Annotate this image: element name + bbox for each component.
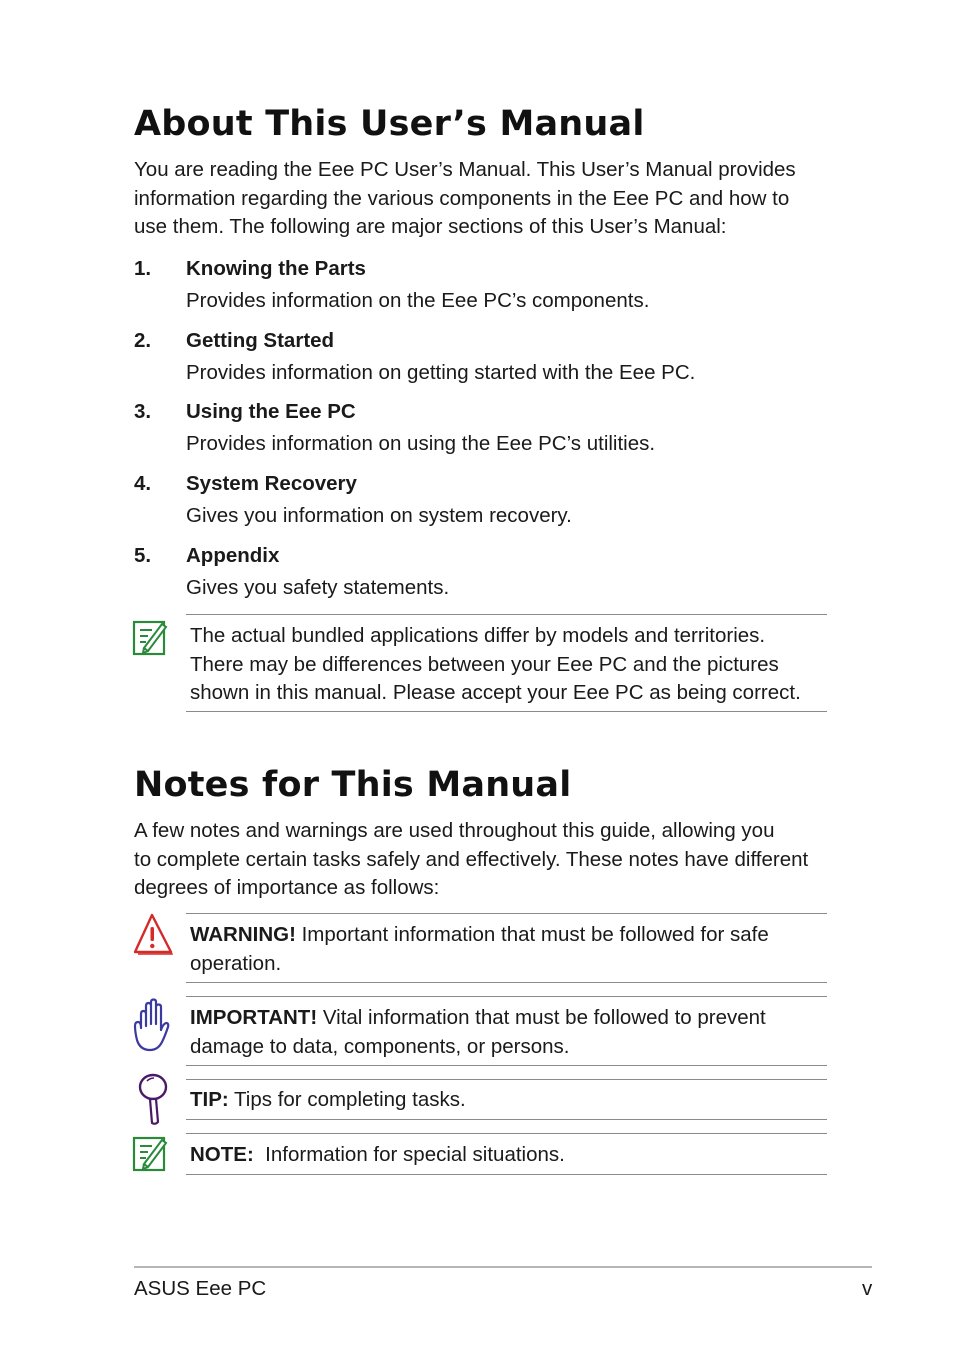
list-item-desc: Gives you safety statements. [186, 576, 450, 599]
tip-label: TIP: [190, 1088, 229, 1111]
note-top-rule [186, 614, 827, 615]
list-item-title: Using the Eee PC [186, 400, 356, 423]
tip-top-rule [186, 1079, 827, 1080]
note-icon [132, 618, 168, 656]
list-item-number: 1. [134, 257, 152, 280]
tip-bottom-rule [186, 1119, 827, 1120]
note2-bottom-rule [186, 1174, 827, 1175]
about-intro [134, 156, 796, 242]
warning-text [190, 921, 769, 978]
list-item-desc: Provides information on the Eee PC’s components. [186, 289, 650, 312]
hand-icon [132, 998, 172, 1054]
list-item-title: Knowing the Parts [186, 257, 366, 280]
intro-line: degrees of importance as follows: [134, 876, 440, 899]
list-item-desc: Provides information on using the Eee PC’s utilities. [186, 432, 656, 455]
list-item-number: 3. [134, 400, 152, 423]
magnifier-icon [136, 1072, 170, 1126]
warning-line: operation. [190, 951, 282, 975]
important-bottom-rule [186, 1065, 827, 1066]
note2-text [190, 1141, 565, 1170]
warning-line: Important information that must be followed for safe [295, 923, 769, 946]
important-top-rule [186, 996, 827, 997]
intro-line: use them. The following are major sections of this User’s Manual: [134, 215, 727, 238]
intro-line: You are reading the Eee PC User’s Manual. This User’s Manual provides [134, 158, 796, 181]
warning-icon [132, 912, 174, 956]
section-title-notes: Notes for This Manual [134, 765, 572, 805]
note-line: There may be differences between your Eee PC and the pictures [190, 652, 779, 676]
footer-product: ASUS Eee PC [134, 1277, 267, 1300]
section-title-about: About This User’s Manual [134, 104, 645, 144]
note-line: The actual bundled applications differ by models and territories. [190, 624, 766, 647]
list-item-desc: Gives you information on system recovery. [186, 504, 572, 527]
footer-rule [134, 1266, 872, 1268]
list-item-title: Appendix [186, 544, 280, 567]
important-line: Vital information that must be followed to prevent [317, 1006, 766, 1029]
note-line: shown in this manual. Please accept your Eee PC as being correct. [190, 681, 801, 704]
list-item-desc: Provides information on getting started with the Eee PC. [186, 361, 696, 384]
list-item-title: System Recovery [186, 472, 357, 495]
list-item-number: 4. [134, 472, 152, 495]
note2-label: NOTE: [190, 1143, 254, 1166]
list-item-number: 5. [134, 544, 152, 567]
intro-line: A few notes and warnings are used throughout this guide, allowing you [134, 819, 775, 842]
page-number: v [862, 1277, 873, 1300]
list-item-number: 2. [134, 329, 152, 352]
warning-label: WARNING! [190, 923, 296, 946]
note-bottom-rule [186, 711, 827, 712]
note2-top-rule [186, 1133, 827, 1134]
note2-line: Information for special situations. [253, 1143, 565, 1166]
tip-text [190, 1086, 466, 1115]
important-text [190, 1004, 766, 1061]
important-label: IMPORTANT! [190, 1006, 318, 1029]
notes-intro [134, 817, 808, 903]
warning-top-rule [186, 913, 827, 914]
tip-line: Tips for completing tasks. [228, 1088, 466, 1111]
note-text [190, 622, 801, 708]
warning-bottom-rule [186, 982, 827, 983]
note-icon [132, 1134, 168, 1172]
intro-line: to complete certain tasks safely and effectively. These notes have different [134, 847, 809, 871]
important-line: damage to data, components, or persons. [190, 1034, 570, 1058]
intro-line: information regarding the various components in the Eee PC and how to [134, 186, 790, 210]
list-item-title: Getting Started [186, 329, 335, 352]
